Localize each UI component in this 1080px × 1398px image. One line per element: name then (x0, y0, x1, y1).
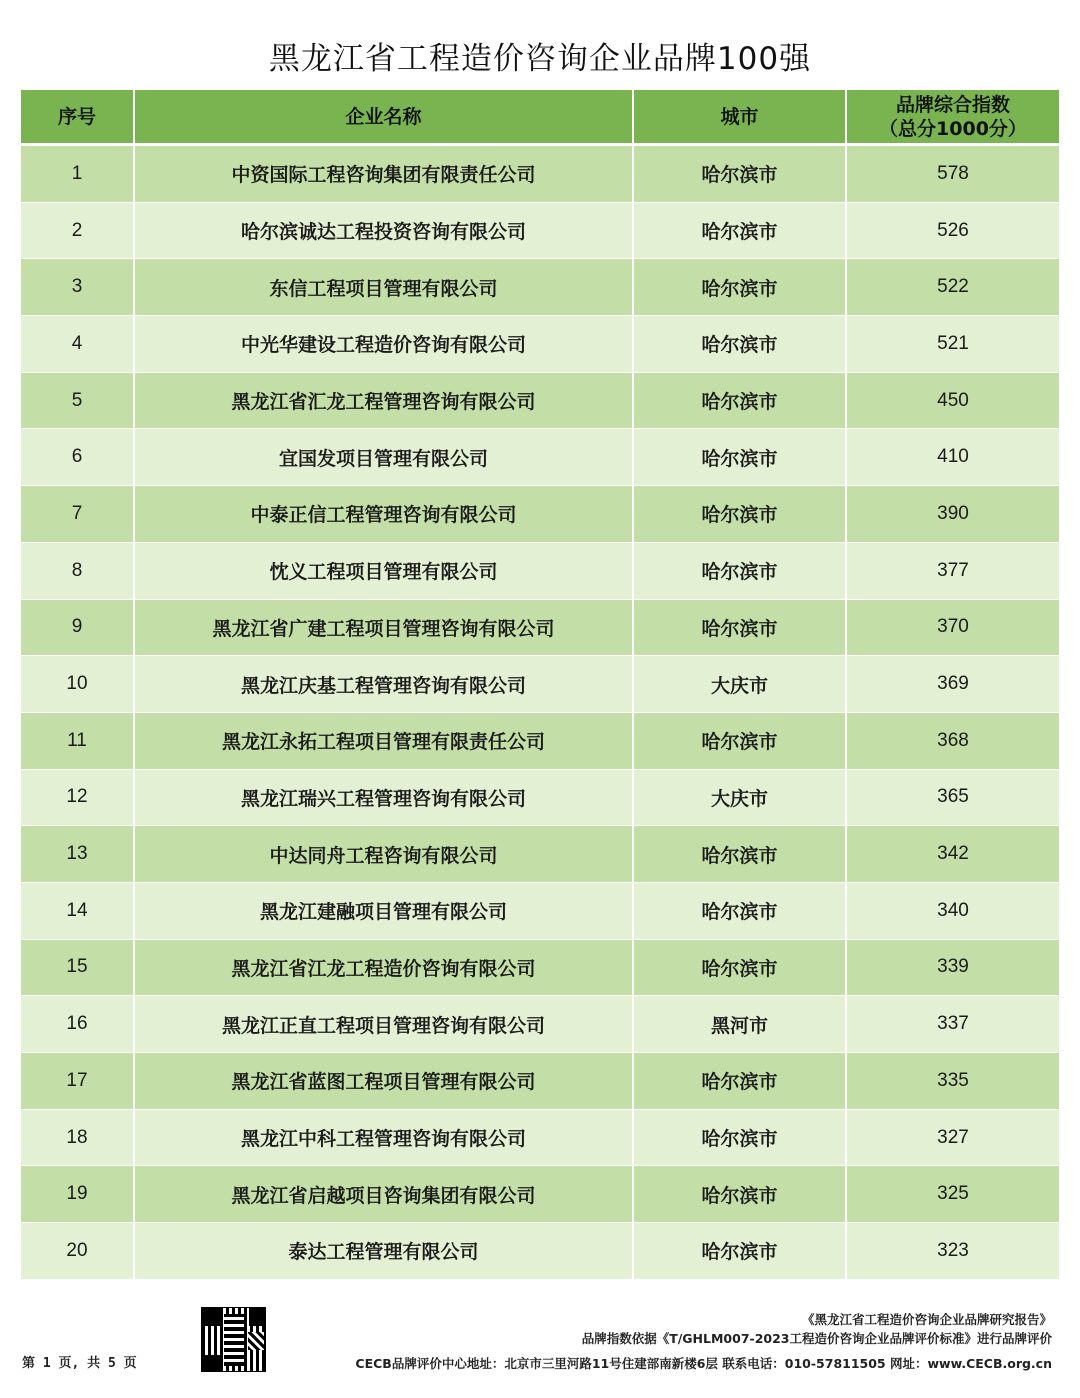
table-row (21, 940, 1059, 997)
header-city: 城市 (634, 90, 847, 143)
page-title: 黑龙江省工程造价咨询企业品牌100强 (268, 41, 812, 77)
page-footer (0, 1296, 1080, 1398)
row-company: 中泰正信工程管理咨询有限公司 (135, 486, 634, 542)
row-city: 大庆市 (634, 656, 847, 712)
row-index: 12 (21, 770, 135, 826)
row-company: 中达同舟工程咨询有限公司 (135, 826, 634, 882)
row-score: 323 (937, 1239, 969, 1261)
header-score-title: 品牌综合指数 (895, 93, 1010, 116)
row-city: 哈尔滨市 (634, 713, 847, 769)
row-city: 哈尔滨市 (634, 826, 847, 882)
row-company: 黑龙江正直工程项目管理咨询有限公司 (135, 996, 634, 1052)
row-city: 哈尔滨市 (634, 883, 847, 939)
row-city: 哈尔滨市 (634, 600, 847, 656)
row-company: 中光华建设工程造价咨询有限公司 (135, 316, 634, 372)
row-city: 哈尔滨市 (634, 429, 847, 485)
row-company: 东信工程项目管理有限公司 (135, 259, 634, 315)
row-index: 17 (21, 1053, 135, 1109)
row-company: 黑龙江省蓝图工程项目管理有限公司 (135, 1053, 634, 1109)
header-score (847, 90, 1059, 143)
contact-info: CECB品牌评价中心地址：北京市三里河路11号住建部南新楼6层 联系电话：010-57811505 网址：www.CECB.org.cn (355, 1356, 1052, 1371)
table-row (21, 600, 1059, 657)
table-row (21, 826, 1059, 883)
row-index: 14 (21, 883, 135, 939)
row-score: 339 (937, 956, 969, 978)
row-score: 342 (937, 843, 969, 865)
table-row (21, 656, 1059, 713)
row-index: 16 (21, 996, 135, 1052)
row-city: 哈尔滨市 (634, 486, 847, 542)
row-index: 2 (21, 203, 135, 259)
row-score: 410 (937, 446, 969, 468)
row-index: 5 (21, 373, 135, 429)
row-index: 13 (21, 826, 135, 882)
row-company: 黑龙江省启越项目咨询集团有限公司 (135, 1166, 634, 1222)
evaluation-basis: 品牌指数依据《T/GHLM007-2023工程造价咨询企业品牌评价标准》进行品牌评价 (581, 1331, 1052, 1346)
row-index: 1 (21, 146, 135, 202)
row-index: 20 (21, 1223, 135, 1279)
row-company: 黑龙江永拓工程项目管理有限责任公司 (135, 713, 634, 769)
row-score: 521 (937, 332, 969, 354)
row-city: 哈尔滨市 (634, 146, 847, 202)
table-row (21, 373, 1059, 430)
row-score: 390 (937, 502, 969, 524)
row-city: 黑河市 (634, 996, 847, 1052)
row-company: 黑龙江省广建工程项目管理咨询有限公司 (135, 600, 634, 656)
row-score: 370 (937, 616, 969, 638)
row-score: 578 (937, 162, 969, 184)
table-row (21, 1166, 1059, 1223)
row-index: 18 (21, 1110, 135, 1166)
table-row (21, 316, 1059, 373)
page-number: 第 1 页, 共 5 页 (22, 1356, 137, 1371)
table-row (21, 146, 1059, 203)
row-city: 哈尔滨市 (634, 543, 847, 599)
row-score: 365 (937, 786, 969, 808)
report-title: 《黑龙江省工程造价咨询企业品牌研究报告》 (801, 1312, 1052, 1327)
row-city: 哈尔滨市 (634, 1053, 847, 1109)
row-company: 宜国发项目管理有限公司 (135, 429, 634, 485)
row-index: 9 (21, 600, 135, 656)
row-index: 19 (21, 1166, 135, 1222)
table-row (21, 1110, 1059, 1167)
row-index: 4 (21, 316, 135, 372)
row-score: 526 (937, 219, 969, 241)
row-score: 369 (937, 673, 969, 695)
header-company: 企业名称 (135, 90, 634, 143)
ranking-table (21, 90, 1059, 1280)
row-city: 大庆市 (634, 770, 847, 826)
table-row (21, 259, 1059, 316)
table-row (21, 883, 1059, 940)
table-row (21, 543, 1059, 600)
row-index: 7 (21, 486, 135, 542)
table-row (21, 203, 1059, 260)
row-city: 哈尔滨市 (634, 316, 847, 372)
row-score: 522 (937, 276, 969, 298)
row-score: 340 (937, 899, 969, 921)
row-company: 黑龙江建融项目管理有限公司 (135, 883, 634, 939)
row-score: 337 (937, 1013, 969, 1035)
row-company: 黑龙江庆基工程管理咨询有限公司 (135, 656, 634, 712)
row-company: 黑龙江省汇龙工程管理咨询有限公司 (135, 373, 634, 429)
row-company: 中资国际工程咨询集团有限责任公司 (135, 146, 634, 202)
row-index: 10 (21, 656, 135, 712)
table-header-row (21, 90, 1059, 146)
table-body (21, 146, 1059, 1280)
row-city: 哈尔滨市 (634, 203, 847, 259)
header-index: 序号 (21, 90, 135, 143)
row-company: 黑龙江中科工程管理咨询有限公司 (135, 1110, 634, 1166)
table-row (21, 486, 1059, 543)
table-row (21, 996, 1059, 1053)
row-index: 6 (21, 429, 135, 485)
row-index: 15 (21, 940, 135, 996)
row-index: 11 (21, 713, 135, 769)
row-company: 哈尔滨诚达工程投资咨询有限公司 (135, 203, 634, 259)
row-score: 368 (937, 729, 969, 751)
row-score: 450 (937, 389, 969, 411)
row-city: 哈尔滨市 (634, 940, 847, 996)
row-score: 327 (937, 1126, 969, 1148)
row-score: 325 (937, 1183, 969, 1205)
row-company: 忱义工程项目管理有限公司 (135, 543, 634, 599)
table-row (21, 770, 1059, 827)
row-city: 哈尔滨市 (634, 259, 847, 315)
table-row (21, 1053, 1059, 1110)
row-city: 哈尔滨市 (634, 373, 847, 429)
qr-code-icon (201, 1307, 266, 1372)
row-company: 泰达工程管理有限公司 (135, 1223, 634, 1279)
row-city: 哈尔滨市 (634, 1166, 847, 1222)
row-company: 黑龙江省江龙工程造价咨询有限公司 (135, 940, 634, 996)
row-index: 8 (21, 543, 135, 599)
header-score-note: （总分1000分） (879, 117, 1027, 140)
row-company: 黑龙江瑞兴工程管理咨询有限公司 (135, 770, 634, 826)
row-city: 哈尔滨市 (634, 1223, 847, 1279)
row-score: 377 (937, 559, 969, 581)
table-row (21, 429, 1059, 486)
row-score: 335 (937, 1069, 969, 1091)
row-city: 哈尔滨市 (634, 1110, 847, 1166)
table-row (21, 713, 1059, 770)
row-index: 3 (21, 259, 135, 315)
table-row (21, 1223, 1059, 1280)
